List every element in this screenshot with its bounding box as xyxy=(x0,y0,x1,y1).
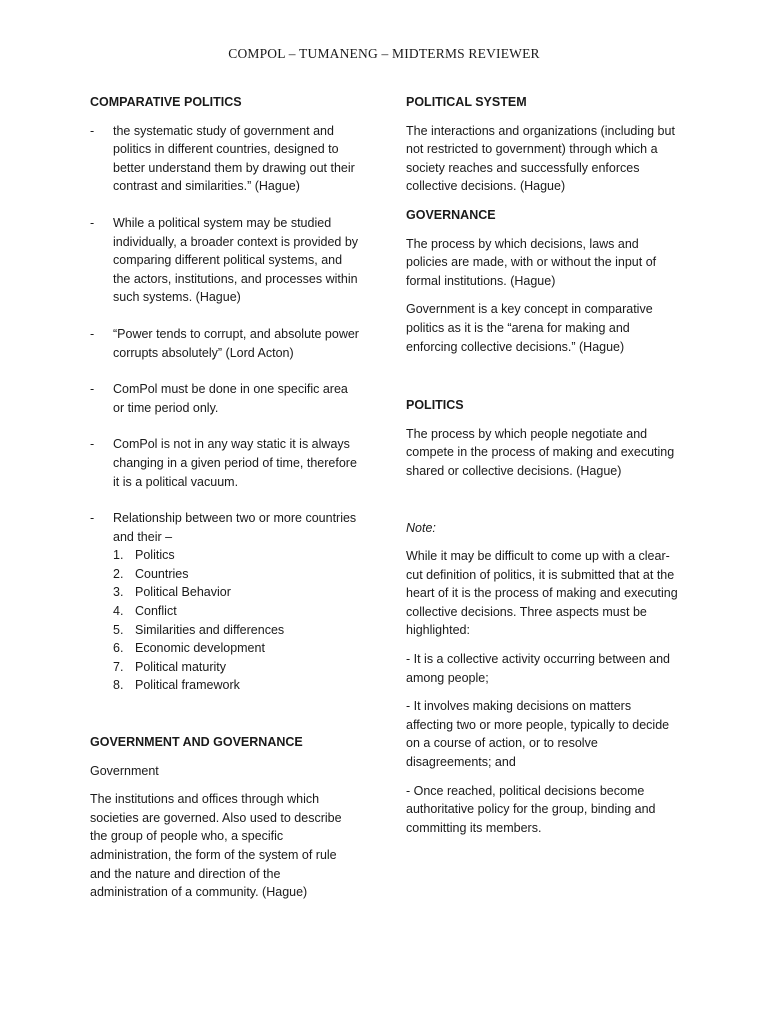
note-text: While it may be difficult to come up with a clear-cut definition of politics, it is submitted that at the heart of it is the process of making and executing collective decisions. Three aspects must be highlighted: xyxy=(406,549,678,638)
politics-heading: POLITICS xyxy=(406,398,464,413)
bullet-text: Relationship between two or more countries and their – xyxy=(113,511,357,544)
bullet-text: While a political system may be studied individually, a broader context is provided by comparing different political systems, and the actors, institutions, and processes within such systems. (Hague) xyxy=(113,215,359,305)
politics-definition: The process by which people negotiate and compete in the process of making and executing shared or collective decisions. (Hague) xyxy=(406,426,675,478)
list-item: 8. Political framework xyxy=(113,678,240,693)
bullet-dash: - xyxy=(90,326,95,341)
list-item: 1. Politics xyxy=(113,548,175,563)
bullet-item xyxy=(90,380,360,417)
bullet-dash: - xyxy=(90,123,95,138)
right-column xyxy=(406,93,681,847)
list-item: 5. Similarities and differences xyxy=(113,622,285,637)
bullet-item xyxy=(90,509,360,695)
left-column xyxy=(90,93,360,912)
bullet-item xyxy=(90,325,360,362)
bullet-dash: - xyxy=(90,215,95,230)
list-item: 2. Countries xyxy=(113,566,189,581)
aspect-point: - It is a collective activity occurring between and among people; xyxy=(406,652,671,685)
government-subheading: Government xyxy=(90,763,159,778)
bullet-text: “Power tends to corrupt, and absolute power corrupts absolutely” (Lord Acton) xyxy=(113,326,359,360)
comparative-politics-heading: COMPARATIVE POLITICS xyxy=(90,95,242,109)
relationship-list xyxy=(113,546,360,695)
list-item: 7. Political maturity xyxy=(113,659,226,674)
aspect-point: - Once reached, political decisions become authoritative policy for the group, binding and committing its members. xyxy=(406,783,656,835)
list-item: 3. Political Behavior xyxy=(113,585,231,600)
bullet-item xyxy=(90,122,360,196)
political-system-heading: POLITICAL SYSTEM xyxy=(406,95,527,109)
page-title: COMPOL – TUMANENG – MIDTERMS REVIEWER xyxy=(228,46,540,61)
list-item: 4. Conflict xyxy=(113,604,177,619)
bullet-text: the systematic study of government and politics in different countries, designed to better understand them by drawing out their contrast and similarities.” (Hague) xyxy=(113,123,355,194)
bullet-dash: - xyxy=(90,437,95,452)
bullet-dash: - xyxy=(90,382,95,397)
government-concept: Government is a key concept in comparative politics as it is the “arena for making and enforcing collective decisions.” (Hague) xyxy=(406,302,653,354)
bullet-item xyxy=(90,214,360,307)
bullet-text: ComPol is not in any way static it is always changing in a given period of time, therefore it is a political vacuum. xyxy=(113,437,357,489)
governance-definition: The process by which decisions, laws and policies are made, with or without the input of formal institutions. (Hague) xyxy=(406,236,657,288)
government-definition: The institutions and offices through which societies are governed. Also used to describe the group of people who, a specific administration, the form of the system of rule and the nature and direction of the administration of a community. (Hague) xyxy=(90,792,342,900)
note-label: Note: xyxy=(406,520,436,535)
government-and-governance-heading: GOVERNMENT AND GOVERNANCE xyxy=(90,735,303,750)
bullet-dash: - xyxy=(90,511,95,526)
political-system-definition: The interactions and organizations (including but not restricted to government) through which a society reaches and successfully enforces collective decisions. (Hague) xyxy=(406,123,675,194)
bullet-text: ComPol must be done in one specific area or time period only. xyxy=(113,382,348,415)
bullet-item xyxy=(90,435,360,491)
governance-heading: GOVERNANCE xyxy=(406,207,496,222)
aspect-point: - It involves making decisions on matters affecting two or more people, typically to decide on a course of action, or to resolve disagreements; and xyxy=(406,699,670,770)
list-item: 6. Economic development xyxy=(113,641,265,656)
